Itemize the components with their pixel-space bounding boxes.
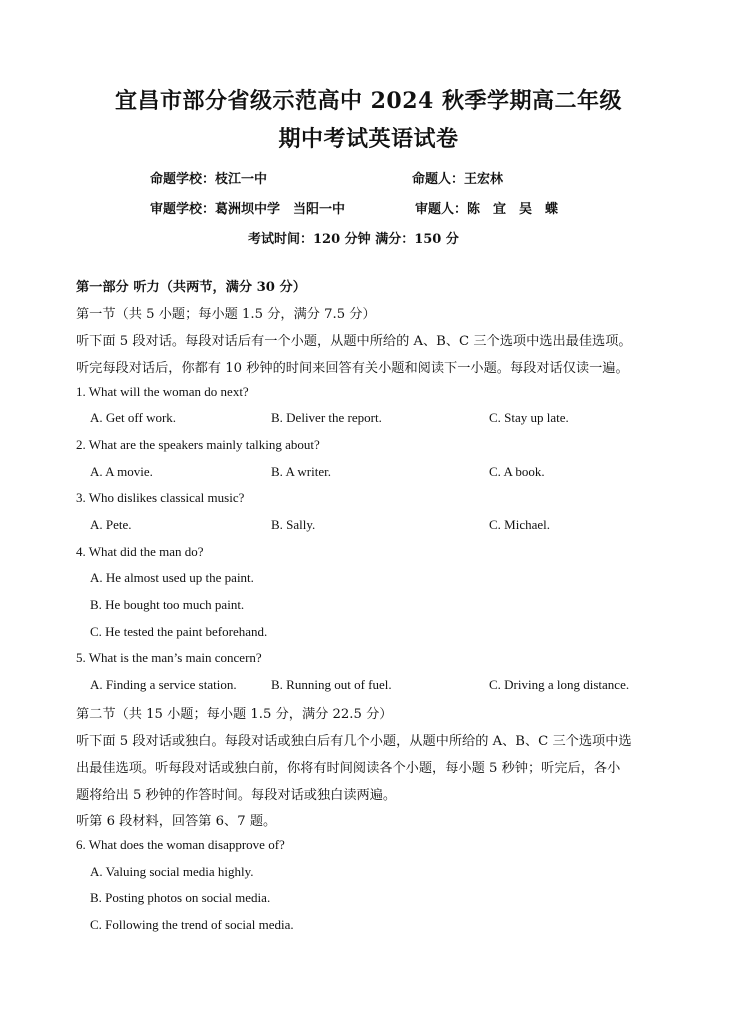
option-a: A. A movie.: [90, 464, 153, 479]
question-stem: 2. What are the speakers mainly talking about?: [76, 437, 320, 452]
option-a: A. He almost used up the paint.: [90, 570, 254, 585]
question-stem: 1. What will the woman do next?: [76, 384, 249, 399]
proposer-school: 命题学校：枝江一中: [150, 172, 268, 187]
option-a: A. Get off work.: [90, 410, 177, 425]
option-c: C. Michael.: [489, 517, 551, 532]
option-c: C. Following the trend of social media.: [90, 917, 294, 932]
exam-title-line2: 期中考试英语试卷: [278, 126, 459, 152]
option-c: C. A book.: [489, 464, 545, 479]
material-note: 听第 6 段材料，回答第 6、7 题。: [76, 814, 277, 829]
option-c: C. Driving a long distance.: [489, 677, 630, 692]
option-a: A. Finding a service station.: [90, 677, 237, 692]
reviewer-person: 审题人：陈 宜 吴 蝶: [415, 202, 559, 217]
option-b: B. He bought too much paint.: [90, 597, 245, 612]
section2-heading: 第二节（共 15 小题；每小题 1.5 分，满分 22.5 分）: [76, 707, 393, 722]
section1-instruction-1: 听下面 5 段对话。每段对话后有一个小题，从题中所给的 A、B、C 三个选项中选出最佳选项。: [76, 334, 632, 349]
option-b: B. Deliver the report.: [271, 410, 382, 425]
exam-title-line1: 宜昌市部分省级示范高中 2024 秋季学期高二年级: [114, 88, 623, 114]
question-stem: 6. What does the woman disapprove of?: [76, 837, 285, 852]
option-c: C. He tested the paint beforehand.: [90, 624, 268, 639]
reviewer-school: 审题学校：葛洲坝中学 当阳一中: [150, 202, 346, 217]
option-b: B. Posting photos on social media.: [90, 890, 271, 905]
section2-instruction-3: 题将给出 5 秒钟的作答时间。每段对话或独白读两遍。: [76, 788, 397, 803]
option-a: A. Pete.: [90, 517, 132, 532]
option-b: B. A writer.: [271, 464, 331, 479]
exam-time: 考试时间：120 分钟 满分：150 分: [248, 232, 459, 247]
section1-instruction-2: 听完每段对话后，你都有 10 秒钟的时间来回答有关小题和阅读下一小题。每段对话仅读一遍。: [76, 361, 629, 376]
option-b: B. Running out of fuel.: [271, 677, 392, 692]
proposer-person: 命题人：王宏林: [412, 172, 504, 187]
option-b: B. Sally.: [271, 517, 316, 532]
section2-instruction-1: 听下面 5 段对话或独白。每段对话或独白后有几个小题，从题中所给的 A、B、C 三个选项中选: [76, 734, 632, 749]
section2-instruction-2: 出最佳选项。听每段对话或独白前，你将有时间阅读各个小题，每小题 5 秒钟；听完后，各小: [76, 761, 621, 776]
option-a: A. Valuing social media highly.: [90, 864, 254, 879]
option-c: C. Stay up late.: [489, 410, 569, 425]
part1-heading: 第一部分 听力（共两节，满分 30 分）: [76, 280, 306, 295]
question-stem: 4. What did the man do?: [76, 544, 204, 559]
section1-heading: 第一节（共 5 小题；每小题 1.5 分，满分 7.5 分）: [76, 307, 376, 322]
question-stem: 3. Who dislikes classical music?: [76, 490, 245, 505]
question-stem: 5. What is the man’s main concern?: [76, 650, 262, 665]
